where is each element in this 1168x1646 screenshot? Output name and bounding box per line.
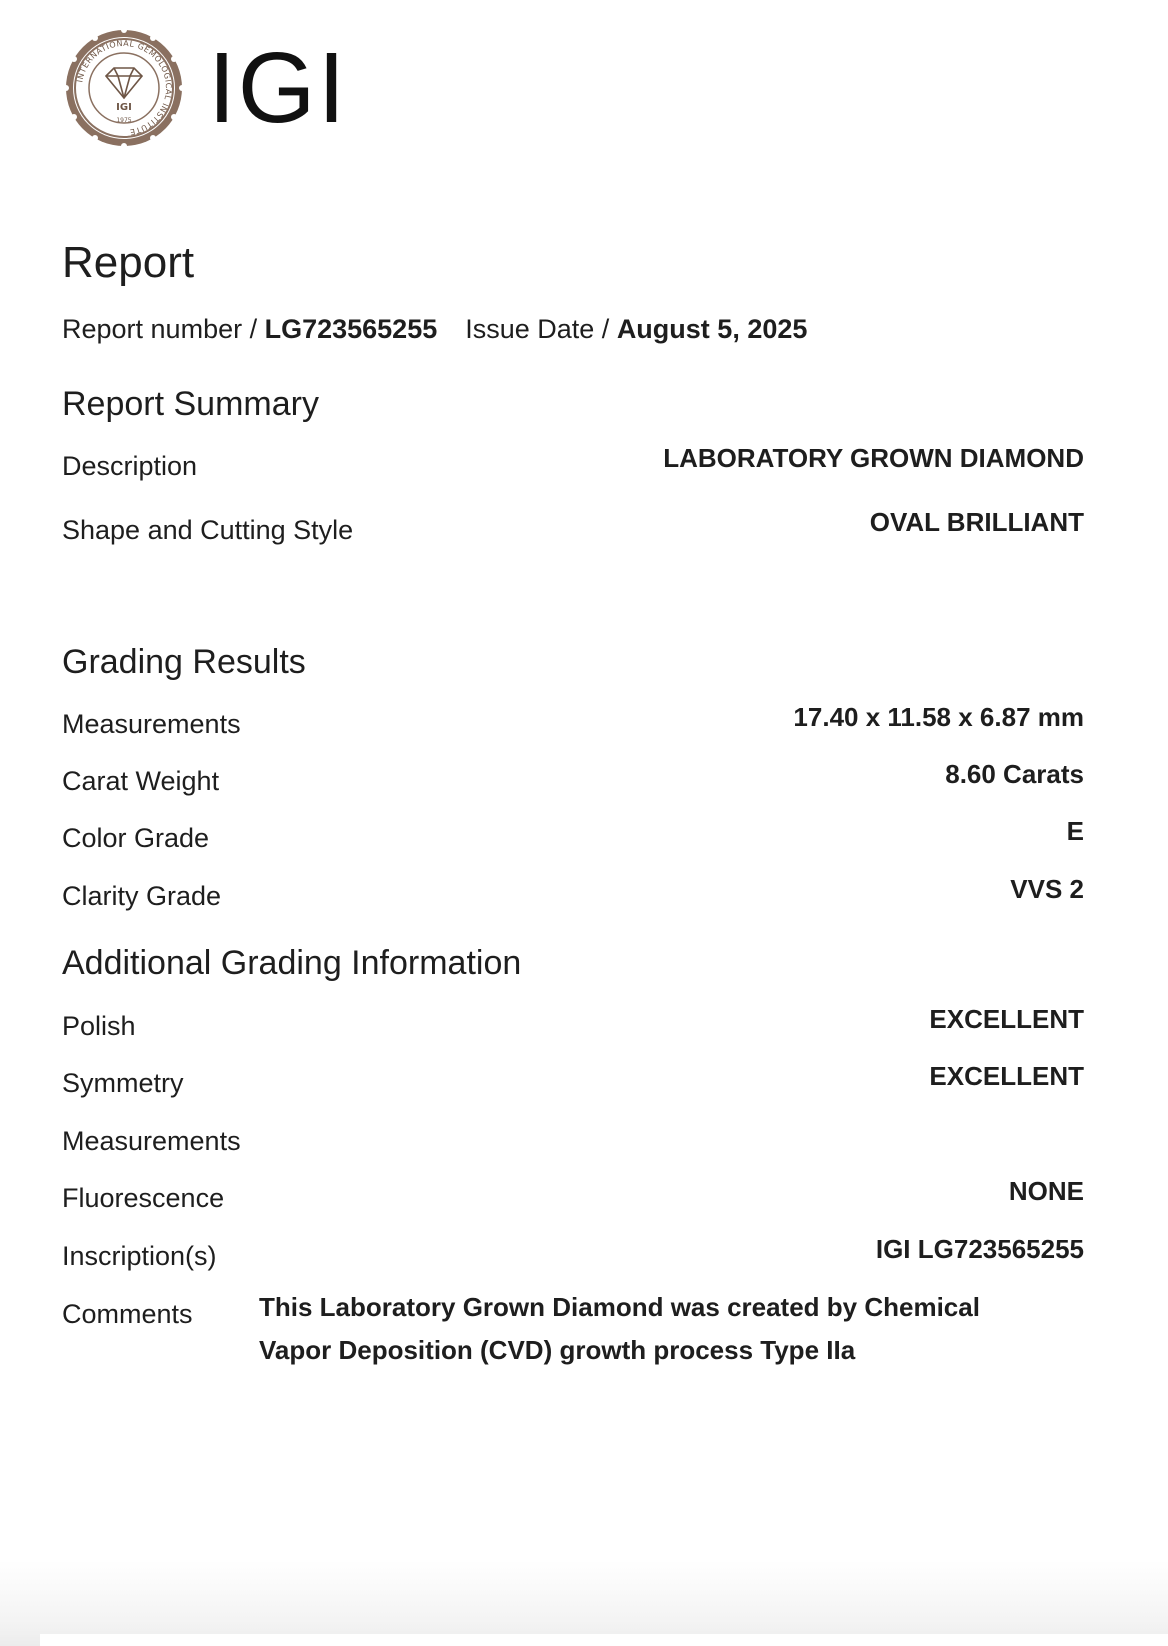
comments-value: This Laboratory Grown Diamond was created by Chemical Vapor Deposition (CVD) growth process Type IIa [259,1292,980,1365]
report-meta [62,310,807,348]
description-value: LABORATORY GROWN DIAMOND [663,443,1084,473]
report-number-value: LG723565255 [264,314,438,344]
carat-weight-value: 8.60 Carats [945,759,1084,789]
inscriptions-value: IGI LG723565255 [875,1234,1084,1264]
shape-cutting-style-label: Shape and Cutting Style [62,515,354,545]
fluorescence-label: Fluorescence [62,1183,225,1213]
measurements-label: Measurements [62,709,241,739]
header [62,26,347,150]
comments-label: Comments [62,1299,193,1329]
color-grade-value: E [1066,816,1084,846]
color-grade-label: Color Grade [62,823,210,853]
additional-grading-title: Additional Grading Information [62,944,522,982]
seal-mark: IGI [116,102,132,113]
report-summary-title: Report Summary [62,385,319,423]
carat-weight-label: Carat Weight [62,766,220,796]
description-label: Description [62,451,198,481]
page-title: Report [62,238,195,287]
polish-label: Polish [62,1011,136,1041]
clarity-grade-label: Clarity Grade [62,881,222,911]
shape-cutting-style-value: OVAL BRILLIANT [869,507,1084,537]
igi-wordmark: IGI [208,32,348,144]
seal-ring-text: INTERNATIONAL GEMOLOGICAL INSTITUTE [75,38,174,137]
inscriptions-label: Inscription(s) [62,1241,217,1271]
issue-date-label: Issue Date / [465,314,617,344]
grading-results-title: Grading Results [62,643,306,681]
measurements-additional-label: Measurements [62,1126,241,1156]
measurements-value: 17.40 x 11.58 x 6.87 mm [793,702,1084,732]
igi-seal-logo [62,26,186,150]
clarity-grade-value: VVS 2 [1010,874,1084,904]
report-number-label: Report number / [62,314,265,344]
polish-value: EXCELLENT [929,1004,1084,1034]
footer-divider [40,1634,1168,1646]
fluorescence-value: NONE [1008,1176,1084,1206]
symmetry-label: Symmetry [62,1068,184,1098]
seal-year: 1975 [116,117,132,124]
issue-date-value: August 5, 2025 [616,314,808,344]
symmetry-value: EXCELLENT [929,1061,1084,1091]
